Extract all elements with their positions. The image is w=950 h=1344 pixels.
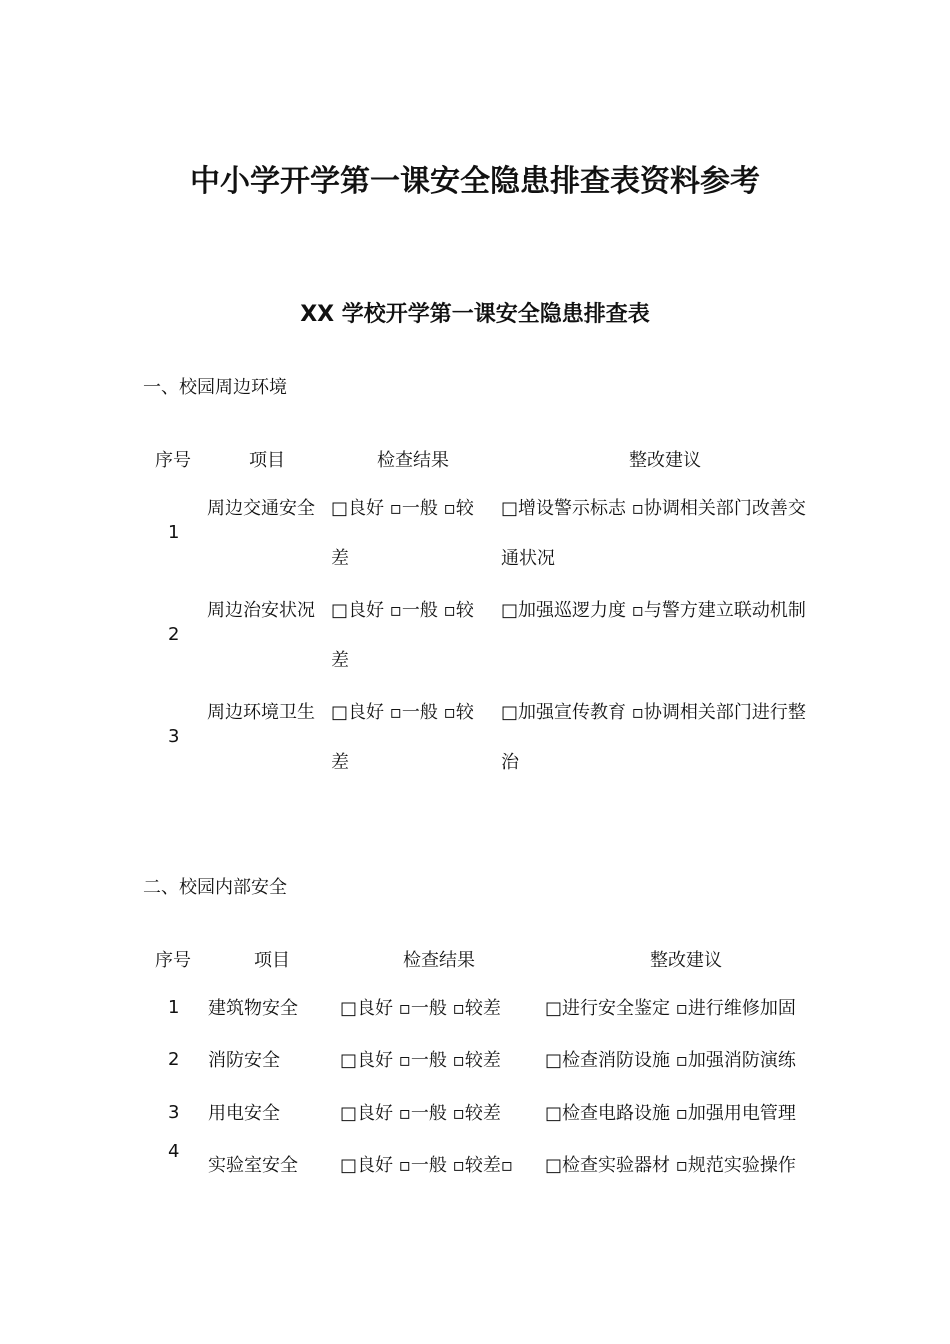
row-item: 消防安全 (208, 1050, 280, 1071)
header-no: 序号 (155, 450, 191, 471)
row-result: □良好 ▫一般 ▫较 (331, 702, 474, 723)
header-advice: 整改建议 (650, 950, 722, 971)
header-result: 检查结果 (403, 950, 475, 971)
row-result: □良好 ▫一般 ▫较 (331, 498, 474, 519)
row-number: 3 (168, 1102, 180, 1123)
document-main-title: 中小学开学第一课安全隐患排查表资料参考 (190, 164, 760, 199)
row-number: 2 (168, 1049, 180, 1070)
section-heading-surroundings: 一、校园周边环境 (143, 377, 287, 398)
row-result-continued: 差 (331, 548, 349, 569)
row-result-continued: 差 (331, 650, 349, 671)
row-result: □良好 ▫一般 ▫较 (331, 600, 474, 621)
row-item: 建筑物安全 (208, 998, 298, 1019)
row-advice: □增设警示标志 ▫协调相关部门改善交 (501, 498, 806, 519)
header-result: 检查结果 (377, 450, 449, 471)
row-item: 周边治安状况 (207, 600, 315, 621)
row-item: 用电安全 (208, 1103, 280, 1124)
row-item: 实验室安全 (208, 1155, 298, 1176)
row-advice: □加强巡逻力度 ▫与警方建立联动机制 (501, 600, 806, 621)
row-number: 1 (168, 997, 180, 1018)
row-result: □良好 ▫一般 ▫较差 (340, 1103, 501, 1124)
row-result-continued: 差 (331, 752, 349, 773)
header-no: 序号 (155, 950, 191, 971)
row-number: 4 (168, 1141, 180, 1162)
section-heading-campus-internal: 二、校园内部安全 (143, 877, 287, 898)
row-advice-continued: 治 (501, 752, 519, 773)
row-result: □良好 ▫一般 ▫较差 (340, 1050, 501, 1071)
header-item: 项目 (254, 950, 290, 971)
row-result: □良好 ▫一般 ▫较差 (340, 998, 501, 1019)
row-item: 周边环境卫生 (207, 702, 315, 723)
row-number: 3 (168, 726, 180, 747)
row-item: 周边交通安全 (207, 498, 315, 519)
row-result: □良好 ▫一般 ▫较差▫ (340, 1155, 514, 1176)
row-advice: □进行安全鉴定 ▫进行维修加固 (545, 998, 796, 1019)
header-item: 项目 (249, 450, 285, 471)
row-advice: □检查电路设施 ▫加强用电管理 (545, 1103, 796, 1124)
row-advice: □检查实验器材 ▫规范实验操作 (545, 1155, 796, 1176)
header-advice: 整改建议 (629, 450, 701, 471)
row-advice: □加强宣传教育 ▫协调相关部门进行整 (501, 702, 806, 723)
row-number: 2 (168, 624, 180, 645)
checklist-title: XX 学校开学第一课安全隐患排查表 (300, 302, 650, 327)
row-advice-continued: 通状况 (501, 548, 555, 569)
row-number: 1 (168, 522, 180, 543)
row-advice: □检查消防设施 ▫加强消防演练 (545, 1050, 796, 1071)
